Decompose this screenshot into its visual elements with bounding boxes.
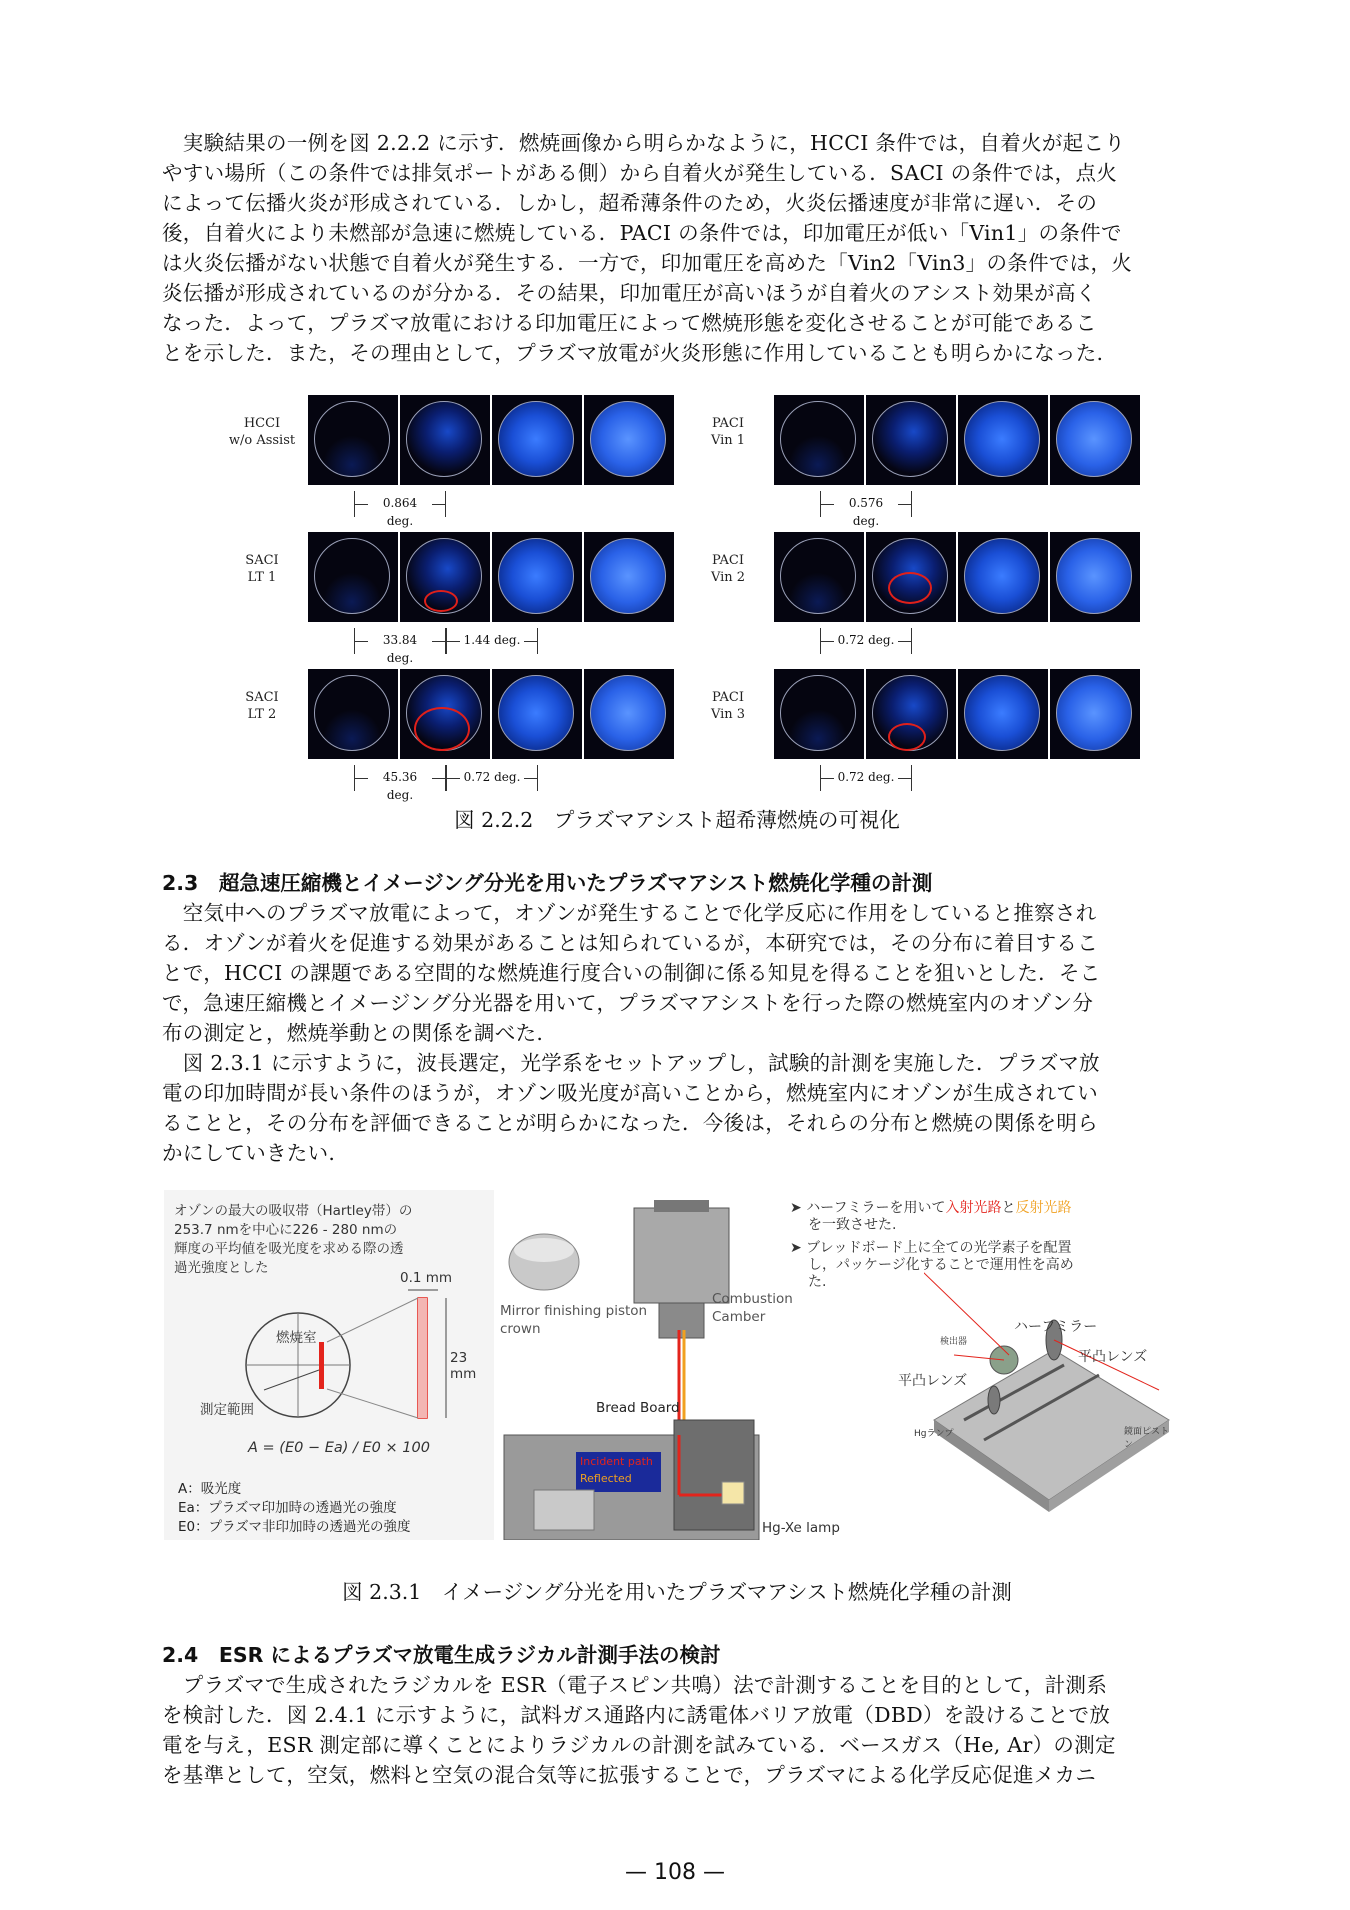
- figure-2-2-2: [222, 395, 1148, 800]
- timing-label: 0.864 deg.: [368, 494, 432, 530]
- timing-segment: [820, 765, 912, 791]
- text-line: を基準として，空気，燃料と空気の混合気等に拡張することで，プラズマによる化学反応促進メカニ: [162, 1763, 1097, 1787]
- bullet-half-mirror: ➤ ハーフミラーを用いて入射光路と反射光路 を一致させた.: [790, 1200, 1072, 1233]
- absorbance-method-panel: [164, 1190, 494, 1540]
- flame-image: [492, 395, 582, 485]
- flame-image: [400, 395, 490, 485]
- condition-label: [222, 415, 302, 449]
- condition-name: PACI: [711, 416, 745, 431]
- condition-name: SACI: [245, 553, 279, 568]
- text-line: やすい場所（この条件では排気ポートがある側）から自着火が発生している．SACI の条件では，点火: [162, 161, 1118, 185]
- range-label: 測定範囲: [200, 1402, 254, 1418]
- reflected-path-label: Reflected: [580, 1472, 632, 1485]
- text-line: 電を与え，ESR 測定部に導くことによりラジカルの計測を試みている．ベースガス（He, Ar）の測定: [162, 1733, 1116, 1757]
- heading-2-3: 2.3 超急速圧縮機とイメージング分光を用いたプラズマアシスト燃焼化学種の計測: [162, 871, 933, 895]
- timing-segment: [820, 491, 912, 528]
- text-line: で，急速圧縮機とイメージング分光器を用いて，プラズマアシストを行った際の燃焼室内のオゾン分: [162, 991, 1094, 1015]
- visualization-panel: [222, 395, 642, 528]
- bullet-line: た.: [808, 1274, 827, 1290]
- flame-image: [866, 395, 956, 485]
- text-line: 布の測定と，燃焼挙動との関係を調べた.: [162, 1021, 544, 1045]
- timing-label: 0.72 deg.: [834, 631, 898, 649]
- flame-image: [866, 669, 956, 759]
- paragraph-ozone-intro: [162, 898, 1192, 1048]
- condition-name: PACI: [711, 553, 745, 568]
- heading-2-4: 2.4 ESR によるプラズマ放電生成ラジカル計測手法の検討: [162, 1643, 721, 1667]
- caption-fig-2-2-2: 図 2.2.2 プラズマアシスト超希薄燃焼の可視化: [454, 808, 900, 832]
- timing-label: 0.72 deg.: [834, 768, 898, 786]
- text-line: 図 2.3.1 に示すように，波長選定，光学系をセットアップし，試験的計測を実施した．プラズマ放: [162, 1051, 1100, 1075]
- page-number: — 108 —: [625, 1860, 725, 1885]
- text-line: プラズマで生成されたラジカルを ESR（電子スピン共鳴）法で計測することを目的として，計測系: [162, 1673, 1108, 1697]
- flame-image: [774, 532, 864, 622]
- figure-2-3-1: [164, 1190, 1174, 1540]
- text-line: とで，HCCI の課題である空間的な燃焼進行度合いの制御に係る知見を得ることを狙いとした．そこ: [162, 961, 1101, 985]
- figure-text-line: 輝度の平均値を吸光度を求める際の透: [174, 1241, 404, 1257]
- timing-segment: [354, 491, 446, 528]
- visualization-panel: [222, 669, 642, 802]
- ignition-ring-icon: [888, 572, 932, 604]
- flame-image: [492, 532, 582, 622]
- condition-sub: w/o Assist: [228, 433, 296, 448]
- flame-image: [958, 395, 1048, 485]
- visualization-panel: [688, 669, 1108, 799]
- flame-image: [1050, 669, 1140, 759]
- condition-label: [688, 689, 768, 723]
- ignition-ring-icon: [888, 723, 926, 751]
- visualization-panel: [688, 532, 1108, 662]
- flame-image: [774, 669, 864, 759]
- text-line: る．オゾンが着火を促進する効果があることは知られているが，本研究では，その分布に着目するこ: [162, 931, 1098, 955]
- figure-text-line: 253.7 nmを中心に226 - 280 nmの: [174, 1222, 398, 1238]
- text-line: は火炎伝播がない状態で自着火が発生する．一方で，印加電圧を高めた「Vin2「Vin3」の条件では，火: [162, 251, 1133, 275]
- condition-label: [222, 552, 302, 586]
- chamber-label: 燃焼室: [276, 1330, 317, 1346]
- lens-label-left: 平凸レンズ: [898, 1373, 968, 1389]
- bullet-arrow-icon: ➤: [790, 1200, 807, 1216]
- incident-path-label: Incident path: [580, 1455, 653, 1468]
- text-line: 電の印加時間が長い条件のほうが，オゾン吸光度が高いことから，燃焼室内にオゾンが生成されてい: [162, 1081, 1098, 1105]
- text-line: 空気中へのプラズマ放電によって，オゾンが発生することで化学反応に作用をしていると推察され: [162, 901, 1097, 925]
- flame-image: [958, 669, 1048, 759]
- flame-image: [774, 395, 864, 485]
- condition-sub: Vin 3: [710, 707, 746, 722]
- piston-small-label: 鏡面ピストン: [1124, 1427, 1170, 1450]
- flame-image: [584, 532, 674, 622]
- caption-fig-2-3-1: 図 2.3.1 イメージング分光を用いたプラズマアシスト燃焼化学種の計測: [342, 1580, 1012, 1604]
- text-line: ることと，その分布を評価できることが明らかになった．今後は，それらの分布と燃焼の関係を明ら: [162, 1111, 1098, 1135]
- text-line: とを示した．また，その理由として，プラズマ放電が火炎形態に作用していることも明らかになった.: [162, 341, 1104, 365]
- text-line: 炎伝播が形成されているのが分かる．その結果，印加電圧が高いほうが自着火のアシスト効果が高く: [162, 281, 1097, 305]
- detector-label: 検出器: [940, 1337, 968, 1347]
- condition-sub: LT 2: [247, 707, 277, 722]
- paragraph-results: [162, 128, 1192, 368]
- height-label: 23 mm: [450, 1350, 477, 1382]
- ignition-ring-icon: [414, 707, 470, 751]
- flame-image: [308, 532, 398, 622]
- bullet-line: し，パッケージ化することで運用性を高め: [808, 1257, 1074, 1273]
- timing-label: 33.84 deg.: [368, 631, 432, 667]
- figure-text-line: Camber: [712, 1309, 766, 1325]
- figure-text-line: Mirror finishing piston: [500, 1303, 648, 1319]
- paragraph-esr: [162, 1670, 1192, 1790]
- text-line: なった．よって，プラズマ放電における印加電圧によって燃焼形態を変化させることが可能であるこ: [162, 311, 1097, 335]
- flame-image: [308, 669, 398, 759]
- width-label: 0.1 mm: [400, 1270, 453, 1286]
- timing-label: 0.576 deg.: [834, 494, 898, 530]
- flame-image: [400, 669, 490, 759]
- flame-image: [400, 532, 490, 622]
- flame-image: [958, 532, 1048, 622]
- text-line: 実験結果の一例を図 2.2.2 に示す．燃焼画像から明らかなように，HCCI 条件では，自着火が起こり: [162, 131, 1126, 155]
- mirror-piston-label: [500, 1302, 647, 1338]
- timing-segment: [354, 765, 446, 802]
- figure-text-line: Ea：プラズマ印加時の透過光の強度: [178, 1500, 397, 1516]
- text-line: を検討した．図 2.4.1 に示すように，試料ガス通路内に誘電体バリア放電（DBD）を設けることで放: [162, 1703, 1111, 1727]
- breadboard-label: Bread Board: [596, 1400, 680, 1416]
- condition-sub: Vin 1: [710, 433, 746, 448]
- flame-image: [1050, 532, 1140, 622]
- flame-image: [492, 669, 582, 759]
- condition-label: [688, 552, 768, 586]
- figure-text-line: E0：プラズマ非印加時の透過光の強度: [178, 1519, 411, 1535]
- figure-text-line: 過光強度とした: [174, 1260, 269, 1276]
- figure-text-line: Combustion: [712, 1291, 793, 1307]
- figure-text-line: A：吸光度: [178, 1481, 242, 1497]
- timing-label: 1.44 deg.: [460, 631, 524, 649]
- visualization-panel: [222, 532, 642, 665]
- formula-label: A = (E0 − Ea) / E0 × 100: [248, 1440, 430, 1456]
- flame-image: [584, 669, 674, 759]
- bullet-line: ➤ ブレッドボード上に全ての光学素子を配置: [790, 1240, 1072, 1256]
- text-line: によって伝播火炎が形成されている．しかし，超希薄条件のため，火炎伝播速度が非常に遅い．その: [162, 191, 1098, 215]
- combustion-camber-label: [712, 1290, 793, 1326]
- condition-name: PACI: [711, 690, 745, 705]
- flame-image: [308, 395, 398, 485]
- paragraph-ozone-results: [162, 1048, 1192, 1168]
- flame-image: [584, 395, 674, 485]
- timing-label: 45.36 deg.: [368, 768, 432, 804]
- hg-xe-lamp-label: Hg-Xe lamp: [762, 1520, 840, 1536]
- condition-label: [688, 415, 768, 449]
- timing-segment: [820, 628, 912, 654]
- timing-label: 0.72 deg.: [460, 768, 524, 786]
- text-line: かにしていきたい.: [162, 1141, 336, 1165]
- visualization-panel: [688, 395, 1108, 528]
- text-line: 後，自着火により未燃部が急速に燃焼している．PACI の条件では，印加電圧が低い「Vin1」の条件で: [162, 221, 1122, 245]
- formula-legend: [178, 1480, 498, 1537]
- condition-sub: Vin 2: [710, 570, 746, 585]
- half-mirror-label: ハーフミラー: [1014, 1319, 1098, 1335]
- condition-name: SACI: [245, 690, 279, 705]
- figure-text-line: crown: [500, 1321, 541, 1337]
- lamp-small-label: Hgランプ: [914, 1429, 954, 1439]
- condition-sub: LT 1: [247, 570, 277, 585]
- timing-segment: [446, 765, 538, 791]
- timing-segment: [446, 628, 538, 654]
- timing-segment: [354, 628, 446, 665]
- lens-label-right: 平凸レンズ: [1078, 1349, 1148, 1365]
- ignition-ring-icon: [424, 590, 458, 612]
- condition-name: HCCI: [243, 416, 281, 431]
- flame-image: [1050, 395, 1140, 485]
- flame-image: [866, 532, 956, 622]
- breadboard-3d-panel: [898, 1190, 1174, 1540]
- condition-label: [222, 689, 302, 723]
- figure-text-line: オゾンの最大の吸収帯（Hartley帯）の: [174, 1203, 413, 1219]
